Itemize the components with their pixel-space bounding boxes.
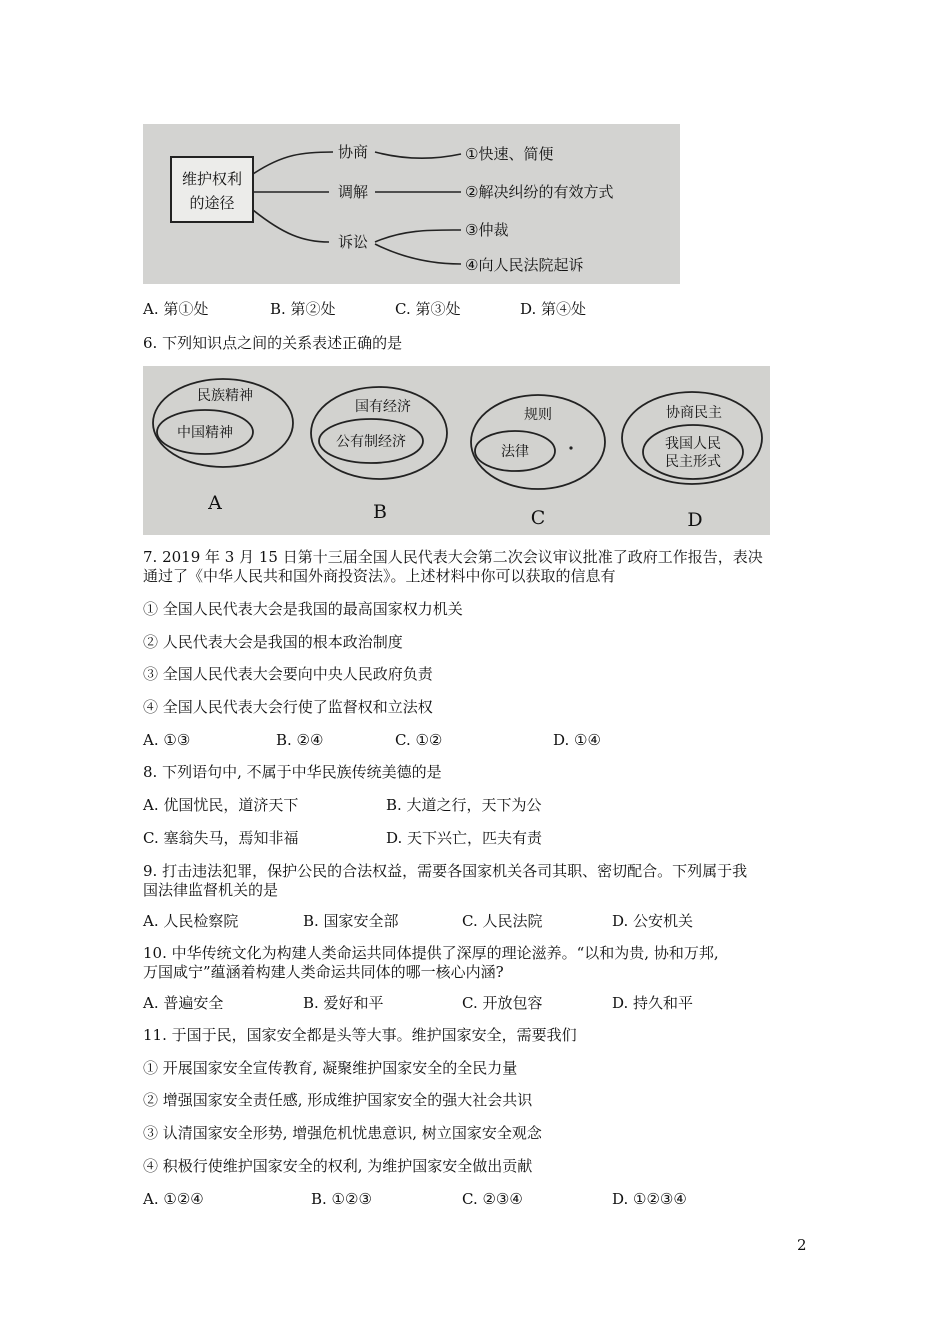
q8-option-d: D. 天下兴亡，匹夫有责 [386, 829, 543, 847]
diagram-b-letter: B [373, 501, 387, 523]
q11-item-4: ④ 积极行使维护国家安全的权利, 为维护国家安全做出贡献 [143, 1157, 533, 1175]
q10-option-a: A. 普遍安全 [143, 994, 224, 1012]
mid-label-3: 诉讼 [338, 233, 369, 251]
diagram-c-letter: C [530, 507, 546, 529]
diagram-a-outer-label: 民族精神 [197, 388, 253, 404]
diagram-a-letter: A [208, 492, 222, 514]
q11-item-1: ① 开展国家安全宣传教育, 凝聚维护国家安全的全民力量 [143, 1059, 518, 1077]
right-label-4: ④向人民法院起诉 [465, 256, 584, 274]
q9-stem-line-1: 9. 打击违法犯罪，保护公民的合法权益，需要各国家机关各司其职、密切配合。下列属于我 [143, 862, 748, 880]
q11-option-a: A. ①②④ [143, 1190, 204, 1208]
q8-option-c: C. 塞翁失马，焉知非福 [143, 829, 299, 847]
diagram-d-outer-label: 协商民主 [666, 405, 722, 421]
relation-svg [143, 366, 770, 535]
q9-option-d: D. 公安机关 [612, 912, 694, 930]
q7-option-a: A. ①③ [143, 731, 191, 749]
rights-paths-diagram [143, 124, 680, 284]
q5-option-a: A. 第①处 [143, 300, 209, 318]
diagram-d-inner-label-2: 民主形式 [665, 454, 721, 470]
diagram-d-inner-label-1: 我国人民 [665, 436, 721, 452]
box-line-1: 维护权利 [181, 170, 243, 188]
q11-item-3: ③ 认清国家安全形势, 增强危机忧患意识, 树立国家安全观念 [143, 1124, 542, 1142]
q9-option-b: B. 国家安全部 [303, 912, 399, 930]
q11-option-d: D. ①②③④ [612, 1190, 687, 1208]
q7-item-2: ② 人民代表大会是我国的根本政治制度 [143, 633, 403, 651]
q8-stem: 8. 下列语句中, 不属于中华民族传统美德的是 [143, 763, 442, 781]
diagram-c-outer-label: 规则 [524, 407, 552, 423]
connector-1 [375, 152, 461, 158]
q10-option-c: C. 开放包容 [462, 994, 543, 1012]
right-label-2: ②解决纠纷的有效方式 [465, 183, 614, 201]
q7-stem-line-1: 7. 2019 年 3 月 15 日第十三届全国人民代表大会第二次会议审议批准了政府工作报告，表决 [143, 548, 763, 566]
diagram-b-outer-label: 国有经济 [355, 399, 411, 415]
q10-stem-line-1: 10. 中华传统文化为构建人类命运共同体提供了深厚的理论滋养。“以和为贵, 协和万邦, [143, 944, 719, 962]
diagram-c-inner-label: 法律 [501, 444, 529, 460]
q7-option-b: B. ②④ [276, 731, 324, 749]
rights-paths-svg [143, 124, 680, 284]
branch-line-3 [253, 210, 329, 242]
q5-option-d: D. 第④处 [520, 300, 587, 318]
diagram-b-inner-label: 公有制经济 [336, 434, 406, 450]
q6-stem: 6. 下列知识点之间的关系表述正确的是 [143, 334, 403, 352]
q11-stem: 11. 于国于民，国家安全都是头等大事。维护国家安全，需要我们 [143, 1026, 577, 1044]
q7-option-d: D. ①④ [553, 731, 601, 749]
q10-option-d: D. 持久和平 [612, 994, 694, 1012]
page-number: 2 [797, 1236, 807, 1254]
q10-option-b: B. 爱好和平 [303, 994, 384, 1012]
q5-option-c: C. 第③处 [395, 300, 461, 318]
rights-box [171, 157, 253, 222]
branch-line-1 [253, 152, 333, 174]
right-label-3: ③仲裁 [465, 221, 509, 239]
q9-option-c: C. 人民法院 [462, 912, 543, 930]
q7-option-c: C. ①② [395, 731, 443, 749]
connector-4 [375, 244, 461, 264]
q9-stem-line-2: 国法律监督机关的是 [143, 881, 279, 899]
diagram-a-inner-label: 中国精神 [177, 425, 233, 441]
q8-option-a: A. 优国忧民，道济天下 [143, 796, 299, 814]
q7-item-1: ① 全国人民代表大会是我国的最高国家权力机关 [143, 600, 463, 618]
q11-item-2: ② 增强国家安全责任感, 形成维护国家安全的强大社会共识 [143, 1091, 533, 1109]
diagram-d-letter: D [687, 509, 703, 531]
right-label-1: ①快速、简便 [465, 145, 554, 163]
mid-label-2: 调解 [338, 183, 369, 201]
q7-item-4: ④ 全国人民代表大会行使了监督权和立法权 [143, 698, 433, 716]
q10-stem-line-2: 万国咸宁”蕴涵着构建人类命运共同体的哪一核心内涵? [143, 963, 504, 981]
relation-diagrams [143, 366, 770, 535]
mid-label-1: 协商 [338, 143, 369, 161]
connector-3 [375, 230, 461, 242]
q7-stem-line-2: 通过了《中华人民共和国外商投资法》。上述材料中你可以获取的信息有 [143, 567, 616, 585]
q8-option-b: B. 大道之行，天下为公 [386, 796, 542, 814]
q11-option-b: B. ①②③ [311, 1190, 372, 1208]
q7-item-3: ③ 全国人民代表大会要向中央人民政府负责 [143, 665, 433, 683]
diagram-d-inner [643, 425, 743, 479]
q5-option-b: B. 第②处 [270, 300, 336, 318]
diagram-c-dot [569, 446, 572, 449]
q11-option-c: C. ②③④ [462, 1190, 523, 1208]
box-line-2: 的途径 [189, 194, 235, 212]
q9-option-a: A. 人民检察院 [143, 912, 239, 930]
